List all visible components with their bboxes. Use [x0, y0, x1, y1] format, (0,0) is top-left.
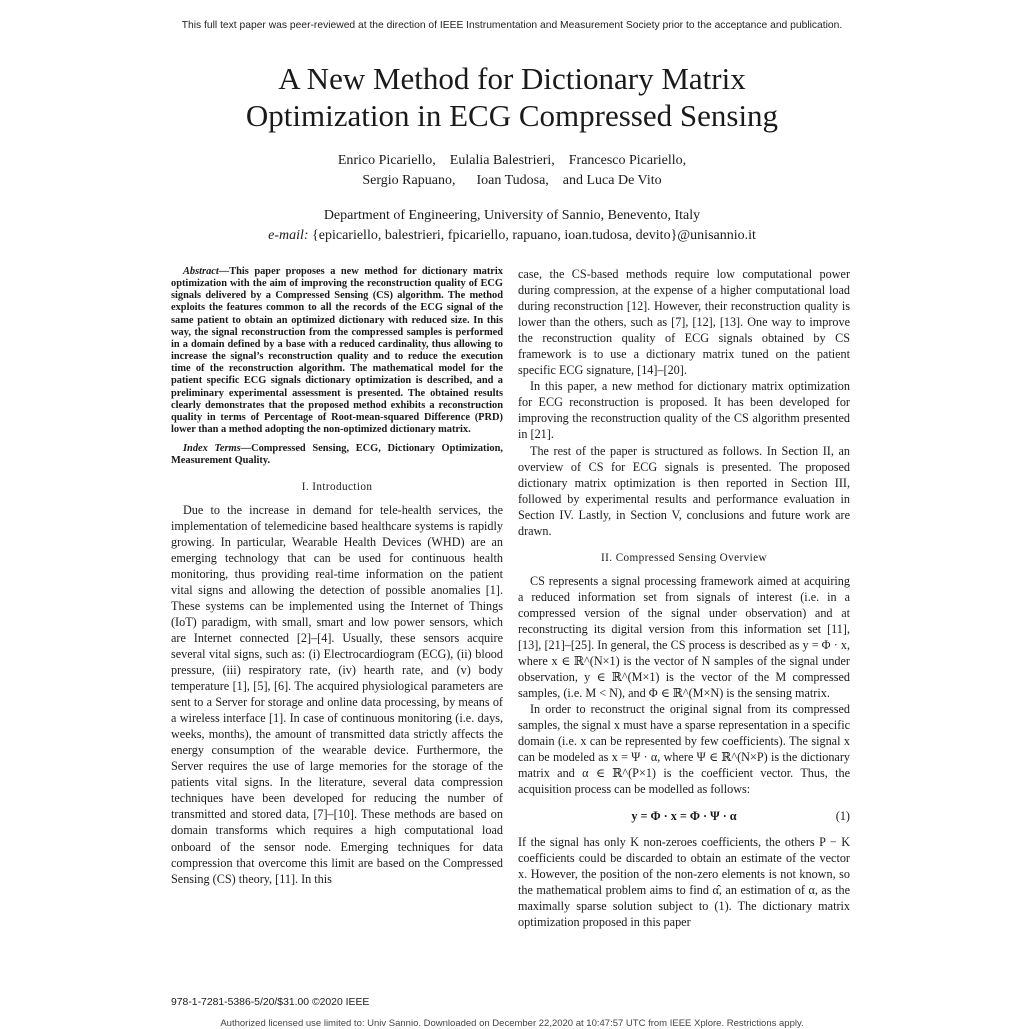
authors-line-1: Enrico Picariello, Eulalia Balestrieri, Francesco Picariello, [337, 153, 687, 168]
index-terms-text: Compressed Sensing, ECG, Dictionary Optimization, Measurement Quality. [171, 443, 503, 467]
email-addresses: {epicariello, balestrieri, fpicariello, rapuano, ioan.tudosa, devito}@unisannio.it [312, 228, 756, 243]
email-line [0, 226, 1024, 246]
index-terms-label: Index Terms— [183, 443, 252, 455]
paper-title [0, 60, 1024, 134]
paragraph-continuation: case, the CS-based methods require low computational power during compression, at the expense of a higher computational load during reconstruction [12]. However, their reconstruction quality is lower than the others, such as [7], [12], [13]. One way to improve the reconstruction quality of ECG signals obtained by CS framework is to use a dictionary matrix tuned on the patient specific ECG signature, [14]–[20]. [518, 267, 850, 378]
equation-body: y = Φ · x = Φ · Ψ · α [631, 808, 737, 823]
abstract-label: Abstract— [183, 266, 230, 277]
abstract [171, 266, 503, 436]
section-heading-introduction: I. Introduction [301, 480, 373, 493]
footer-copyright: 978-1-7281-5386-5/20/$31.00 ©2020 IEEE [171, 997, 370, 1008]
equation-1 [518, 808, 850, 824]
section-heading-cs-overview: II. Compressed Sensing Overview [601, 551, 767, 564]
right-column [518, 266, 850, 930]
affiliation: Department of Engineering, University of Sannio, Benevento, Italy [323, 208, 701, 223]
authors-line-2: Sergio Rapuano, Ioan Tudosa, and Luca De Vito [362, 173, 662, 188]
paragraph-cs-sparsity: In order to reconstruct the original signal from its compressed samples, the signal x must have a sparse representation in a specific domain (i.e. x can be represented by few coefficients). The signal x can be modeled as x = Ψ · α, where Ψ ∈ ℝ^(N×P) is the dictionary matrix and α ∈ ℝ^(P×1) is the coefficient vector. Thus, the acquisition process can be modelled as follows: [518, 702, 850, 797]
author-list [0, 151, 1024, 191]
index-terms [171, 443, 503, 467]
affiliation-block [0, 206, 1024, 246]
abstract-text: This paper proposes a new method for dictionary matrix optimization with the aim of improving the reconstruction quality of ECG signals delivered by a Compressed Sensing (CS) algorithm. The method exploits the features common to all the records of the ECG signal of the same patient to obtain an optimized dictionary with reduced size. In this way, the signal reconstruction from the compressed samples is performed in a domain defined by a base with a reduced cardinality, thus allowing to increase the signal’s reconstruction quality and to reduce the execution time of the reconstruction algorithm. The mathematical model for the patient specific ECG signals dictionary optimization is described, and a preliminary experimental assessment is presented. The obtained results clearly demonstrates that the proposed method exhibits a reconstruction quality in terms of Percentage of Root-mean-squared Difference (PRD) lower than a method adopting the non-optimized dictionary matrix. [171, 266, 503, 436]
equation-number: (1) [835, 808, 850, 823]
title-line-2: Optimization in ECG Compressed Sensing [245, 98, 779, 133]
paragraph-contribution: In this paper, a new method for dictionary matrix optimization for ECG reconstruction is proposed. It has been developed for improving the reconstruction quality of the CS algorithm presented in [21]. [518, 379, 850, 442]
title-line-1: A New Method for Dictionary Matrix [278, 61, 746, 96]
intro-paragraph: Due to the increase in demand for tele-health services, the implementation of telemedicine based healthcare systems is rapidly growing. In particular, Wearable Health Devices (WHD) are an emerging technology that can be used for continuous health monitoring, thus providing real-time information on the patient vital signs and allowing the detection of possible anomalies [1]. These systems can be implemented using the Internet of Things (IoT) paradigm, with small, smart and low power sensors, which are Internet connected [2]–[4]. Usually, these sensors acquire several vital signs, such as: (i) Electrocardiogram (ECG), (ii) blood pressure, (iii) respiratory rate, (iv) hearth rate, and (v) body temperature [1], [5], [6]. The acquired physiological parameters are sent to a Server for storage and online data processing, by means of a wireless interface [1]. In case of continuous monitoring (i.e. days, weeks, months), the amount of transmitted data strictly affects the energy consumption of the wearable device. Furthermore, the Server requires the use of large memories for the storage of the patients vital signs. In the literature, several data compression techniques have been developed for reducing the number of transmitted and stored data, [7]–[10]. These methods are based on domain transforms which requires a high computational load onboard of the sensor node. Emerging techniques for data compression that overcome this limit are based on the Compressed Sensing (CS) theory, [11]. In this [171, 502, 503, 886]
footer-license: Authorized licensed use limited to: Univ Sannio. Downloaded on December 22,2020 at 10:47:57 UTC from IEEE Xplore. Restrictions apply. [220, 1018, 804, 1029]
header-note: This full text paper was peer-reviewed at the direction of IEEE Instrumentation and Measurement Society prior to the acceptance and publication. [181, 20, 843, 31]
email-label: e-mail: [268, 228, 309, 243]
paragraph-cs-definition: CS represents a signal processing framework aimed at acquiring a reduced information set from signals of interest (i.e. in a compressed version of the signal under observation) and at reconstructing its digital version from this information set [11], [13], [21]–[25]. In general, the CS process is described as y = Φ · x, where x ∈ ℝ^(N×1) is the vector of N samples of the signal under observation, y ∈ ℝ^(M×1) is the vector of the M compressed samples, (i.e. M < N), and Φ ∈ ℝ^(M×N) is the sensing matrix. [518, 573, 850, 701]
paragraph-structure: The rest of the paper is structured as follows. In Section II, an overview of CS for ECG signals is presented. The proposed dictionary matrix optimization is then reported in Section III, followed by experimental results and performance evaluation in Section IV. Lastly, in Section V, conclusions and future work are drawn. [518, 443, 850, 538]
paragraph-cs-reconstruction: If the signal has only K non-zeroes coefficients, the others P − K coefficients could be discarded to obtain an estimate of the vector x. However, the position of the non-zero elements is not known, so the mathematical problem aims to find α̂, an estimation of α, as the maximally sparse solution subject to (1). The dictionary matrix optimization proposed in this paper [518, 834, 850, 929]
left-column [171, 266, 503, 887]
